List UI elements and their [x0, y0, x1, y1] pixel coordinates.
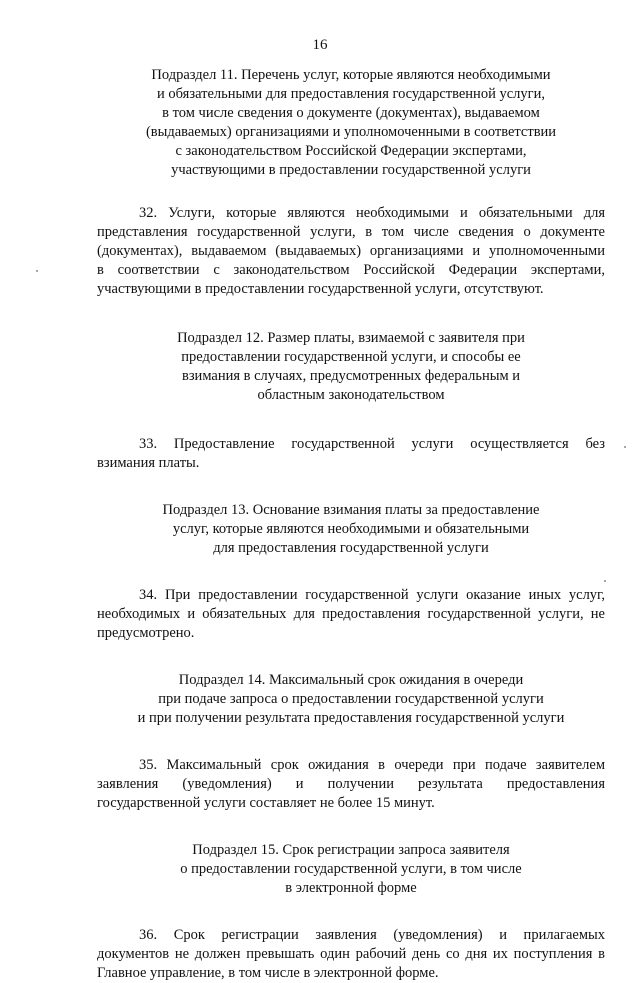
heading-line: и обязательными для предоставления государственной услуги,	[157, 86, 545, 102]
heading-line: областным законодательством	[257, 387, 445, 403]
heading-line: Подраздел 15. Срок регистрации запроса заявителя	[192, 842, 510, 858]
page-number: 16	[312, 37, 328, 53]
heading-line: для предоставления государственной услуги	[213, 540, 489, 556]
document-body	[97, 66, 605, 983]
subsection-14-heading	[97, 671, 605, 728]
paragraph-36	[97, 926, 605, 983]
scan-speck	[624, 446, 626, 448]
heading-line: о предоставлении государственной услуги, в том числе	[180, 861, 522, 877]
heading-line: участвующими в предоставлении государственной услуги	[171, 162, 531, 178]
paragraph-34	[97, 586, 605, 643]
paragraph-line: участвующими в предоставлении государственной услуги, отсутствуют.	[97, 281, 544, 297]
heading-line: с законодательством Российской Федерации экспертами,	[175, 143, 527, 159]
heading-line: Подраздел 11. Перечень услуг, которые являются необходимыми	[151, 67, 551, 83]
paragraph-line: государственной услуги составляет не более 15 минут.	[97, 795, 435, 811]
paragraph-line: 32. Услуги, которые являются необходимыми и обязательными для	[139, 205, 605, 221]
paragraph-line: 35. Максимальный срок ожидания в очереди при подаче заявителем	[139, 757, 605, 773]
heading-line: взимания в случаях, предусмотренных федеральным и	[181, 368, 521, 384]
paragraph-line: (документах), выдаваемом (выдаваемых) организациями и уполномоченными	[97, 243, 605, 259]
paragraph-32	[97, 204, 605, 299]
subsection-15-heading	[97, 841, 605, 898]
subsection-12-heading	[97, 329, 605, 405]
paragraph-line: 34. При предоставлении государственной услуги оказание иных услуг,	[139, 587, 605, 603]
paragraph-line: Главное управление, в том числе в электронной форме.	[97, 965, 439, 981]
paragraph-line: 33. Предоставление государственной услуги осуществляется без	[139, 436, 605, 452]
paragraph-line: заявления (уведомления) и получении результата предоставления	[97, 776, 605, 792]
subsection-11-heading	[97, 66, 605, 180]
paragraph-line: предусмотрено.	[97, 625, 195, 641]
paragraph-line: необходимых и обязательных для предоставления государственной услуги, не	[97, 606, 605, 622]
heading-line: услуг, которые являются необходимыми и обязательными	[172, 521, 530, 537]
paragraph-35	[97, 756, 605, 813]
heading-line: в электронной форме	[285, 880, 417, 896]
heading-line: Подраздел 13. Основание взимания платы за предоставление	[162, 502, 540, 518]
heading-line: (выдаваемых) организациями и уполномоченными в соответствии	[145, 124, 557, 140]
subsection-13-heading	[97, 501, 605, 558]
scan-speck	[36, 270, 38, 272]
scan-speck	[604, 580, 606, 582]
heading-line: Подраздел 12. Размер платы, взимаемой с заявителя при	[177, 330, 525, 346]
heading-line: предоставлении государственной услуги, и способы ее	[181, 349, 521, 365]
paragraph-line: 36. Срок регистрации заявления (уведомления) и прилагаемых	[139, 927, 605, 943]
paragraph-line: документов не должен превышать один рабочий день со дня их поступления в	[97, 946, 605, 962]
paragraph-line: взимания платы.	[97, 455, 200, 471]
paragraph-33	[97, 435, 605, 473]
paragraph-line: представления государственной услуги, в том числе сведения о документе	[97, 224, 605, 240]
heading-line: при подаче запроса о предоставлении государственной услуги	[158, 691, 544, 707]
heading-line: в том числе сведения о документе (документах), выдаваемом	[162, 105, 540, 121]
paragraph-line: в соответствии с законодательством Российской Федерации экспертами,	[97, 262, 605, 278]
heading-line: Подраздел 14. Максимальный срок ожидания в очереди	[178, 672, 524, 688]
heading-line: и при получении результата предоставления государственной услуги	[137, 710, 565, 726]
